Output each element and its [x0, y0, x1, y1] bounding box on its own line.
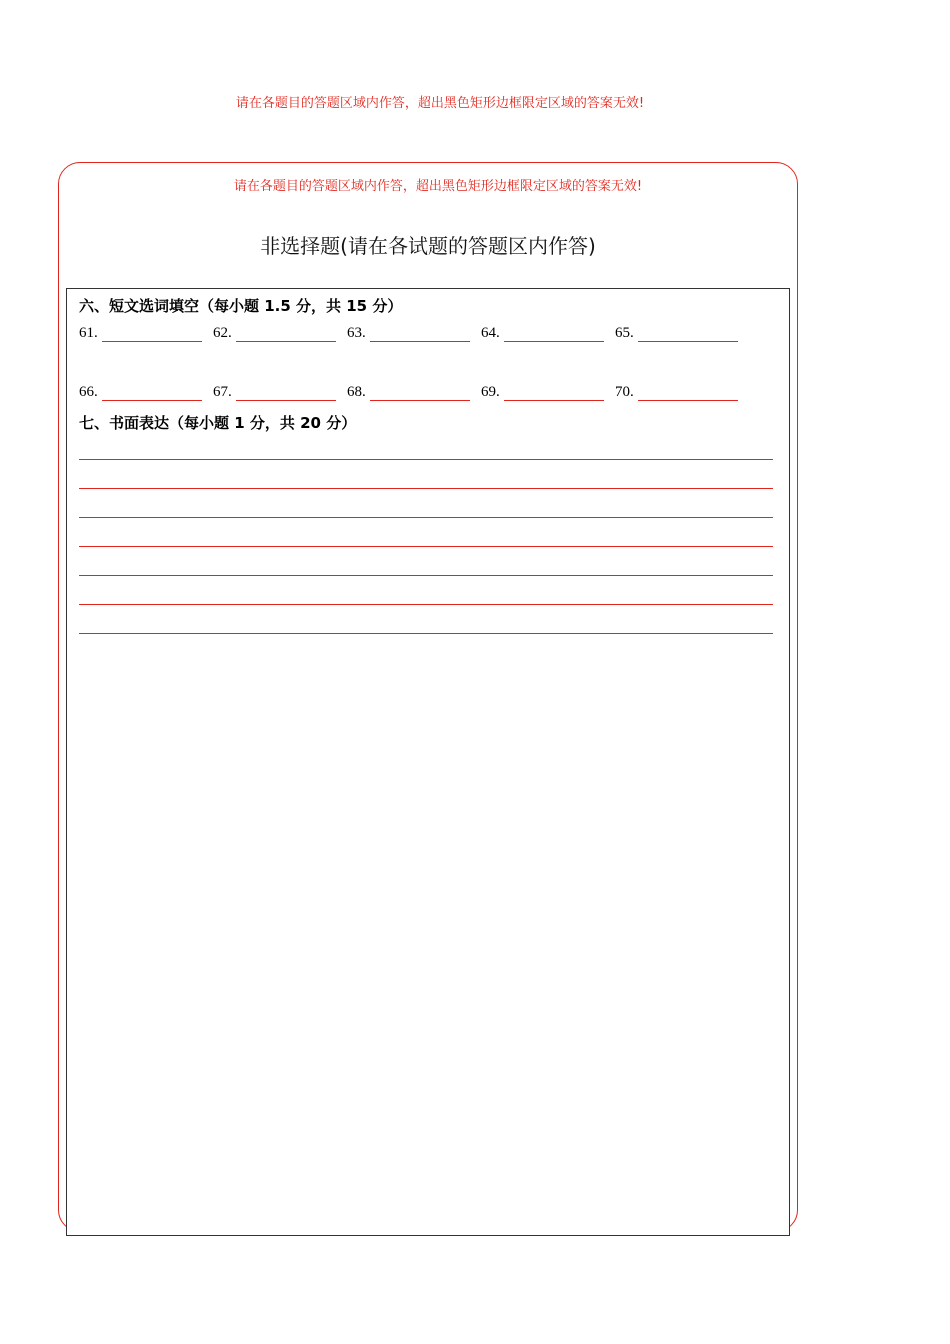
- writing-line[interactable]: [79, 517, 773, 518]
- blank-row-1: [79, 325, 779, 345]
- writing-line[interactable]: [79, 604, 773, 605]
- answer-line[interactable]: [504, 386, 604, 401]
- top-warning-text: 请在各题目的答题区域内作答，超出黑色矩形边框限定区域的答案无效!: [235, 96, 645, 111]
- answer-line[interactable]: [102, 386, 202, 401]
- blank-65[interactable]: 65.: [615, 325, 738, 345]
- blank-69[interactable]: 69.: [481, 384, 604, 404]
- writing-line[interactable]: [79, 633, 773, 634]
- page-title: 非选择题(请在各试题的答题区内作答): [260, 234, 596, 258]
- answer-line[interactable]: [236, 327, 336, 342]
- blank-67[interactable]: 67.: [213, 384, 336, 404]
- section6-heading: 六、短文选词填空（每小题 1.5 分，共 15 分）: [79, 297, 403, 315]
- blank-62[interactable]: 62.: [213, 325, 336, 345]
- answer-box: [66, 288, 790, 1236]
- answer-line[interactable]: [370, 386, 470, 401]
- blank-64[interactable]: 64.: [481, 325, 604, 345]
- answer-line[interactable]: [504, 327, 604, 342]
- writing-line[interactable]: [79, 488, 773, 489]
- answer-line[interactable]: [638, 327, 738, 342]
- writing-line[interactable]: [79, 459, 773, 460]
- blank-70[interactable]: 70.: [615, 384, 738, 404]
- blank-row-2: [79, 384, 779, 404]
- section7-heading: 七、书面表达（每小题 1 分，共 20 分）: [79, 414, 357, 432]
- blank-63[interactable]: 63.: [347, 325, 470, 345]
- blank-68[interactable]: 68.: [347, 384, 470, 404]
- answer-line[interactable]: [236, 386, 336, 401]
- blank-61[interactable]: 61.: [79, 325, 202, 345]
- answer-line[interactable]: [102, 327, 202, 342]
- answer-line[interactable]: [638, 386, 738, 401]
- blank-66[interactable]: 66.: [79, 384, 202, 404]
- inner-warning-text: 请在各题目的答题区域内作答，超出黑色矩形边框限定区域的答案无效!: [233, 179, 643, 194]
- answer-line[interactable]: [370, 327, 470, 342]
- writing-line[interactable]: [79, 546, 773, 547]
- writing-line[interactable]: [79, 575, 773, 576]
